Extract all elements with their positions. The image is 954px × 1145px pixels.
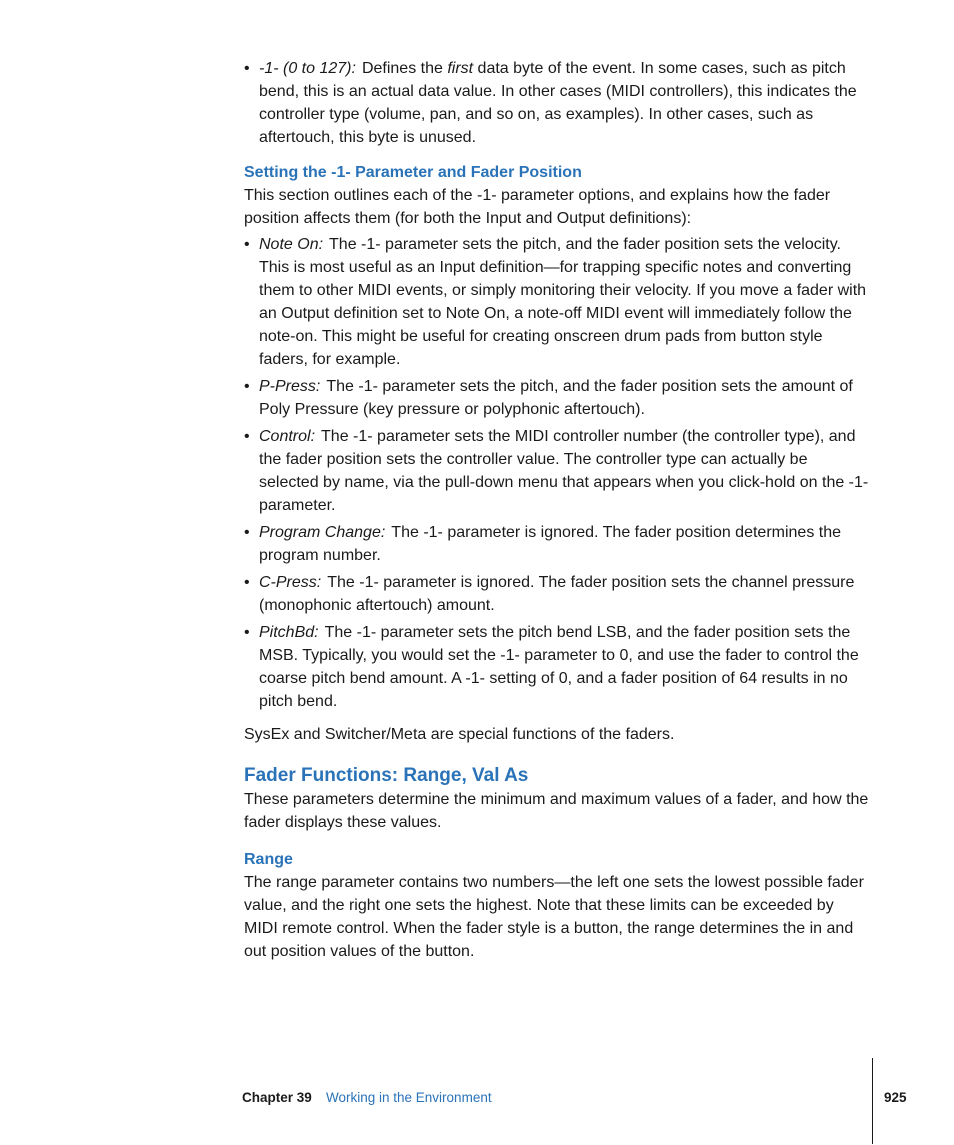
section-heading-fader-position: Setting the -1- Parameter and Fader Position [244,164,582,181]
parameter-bullet-list [244,233,870,713]
bullet-term: Control: [259,428,316,445]
range-paragraph: The range parameter contains two numbers—the left one sets the lowest possible fader value, and the right one sets the highest. Note that these limits can be exceeded by MIDI remote control. When the fader style is a button, the range determines the in and out position values of the button. [244,874,864,960]
chapter-label: Chapter 39 [242,1090,312,1105]
bullet-term: Note On: [259,236,324,253]
bullet-text: The -1- parameter sets the MIDI controller number (the controller type), and the fader position sets the controller value. The controller type can actually be selected by name, via the pull-down menu that appears when you click-hold on the -1- parameter. [259,428,869,514]
bullet-text: data byte of the event. In some cases, such as pitch bend, this is an actual data value. In other cases (MIDI controllers), this indicates the controller type (volume, pan, and so on, as examples). In other cases, such as aftertouch, this byte is unused. [259,60,857,146]
section-heading-fader-functions: Fader Functions: Range, Val As [244,765,529,786]
list-item [244,375,870,421]
bullet-text: The -1- parameter sets the pitch, and the fader position sets the amount of Poly Pressure (key pressure or polyphonic aftertouch). [259,378,853,418]
page-number: 925 [884,1090,907,1105]
bullet-text: The -1- parameter is ignored. The fader position determines the program number. [259,524,842,564]
bullet-text: Defines the [361,60,448,77]
section-heading-range: Range [244,851,293,868]
section-intro: These parameters determine the minimum and maximum values of a fader, and how the fader displays these values. [244,791,869,831]
bullet-term: Program Change: [259,524,386,541]
page-body [244,57,870,963]
bullet-emphasis: first [447,60,474,77]
footer-divider [872,1058,873,1144]
list-item [244,233,870,371]
intro-bullet-list [244,57,870,149]
chapter-title-link[interactable]: Working in the Environment [326,1090,492,1105]
bullet-term: C-Press: [259,574,322,591]
list-item [244,425,870,517]
list-item [244,621,870,713]
bullet-term: -1- (0 to 127): [259,60,356,77]
list-item [244,521,870,567]
bullet-text: The -1- parameter is ignored. The fader position sets the channel pressure (monophonic aftertouch) amount. [259,574,855,614]
list-item [244,571,870,617]
bullet-text: The -1- parameter sets the pitch, and the fader position sets the velocity. This is most useful as an Input definition—for trapping specific notes and converting them to other MIDI events, or simply monitoring their velocity. If you move a fader with an Output definition set to Note On, a note-off MIDI event will immediately follow the note-on. This might be useful for creating onscreen drum pads from button style faders, for example. [259,236,867,368]
bullet-term: PitchBd: [259,624,319,641]
list-item [244,57,870,149]
bullet-term: P-Press: [259,378,321,395]
closing-paragraph: SysEx and Switcher/Meta are special functions of the faders. [244,726,675,743]
section-intro: This section outlines each of the -1- parameter options, and explains how the fader position affects them (for both the Input and Output definitions): [244,187,831,227]
bullet-text: The -1- parameter sets the pitch bend LSB, and the fader position sets the MSB. Typically, you would set the -1- parameter to 0, and use the fader to control the coarse pitch bend amount. A -1- setting of 0, and a fader position of 64 results in no pitch bend. [259,624,859,710]
page-footer [0,1086,954,1110]
